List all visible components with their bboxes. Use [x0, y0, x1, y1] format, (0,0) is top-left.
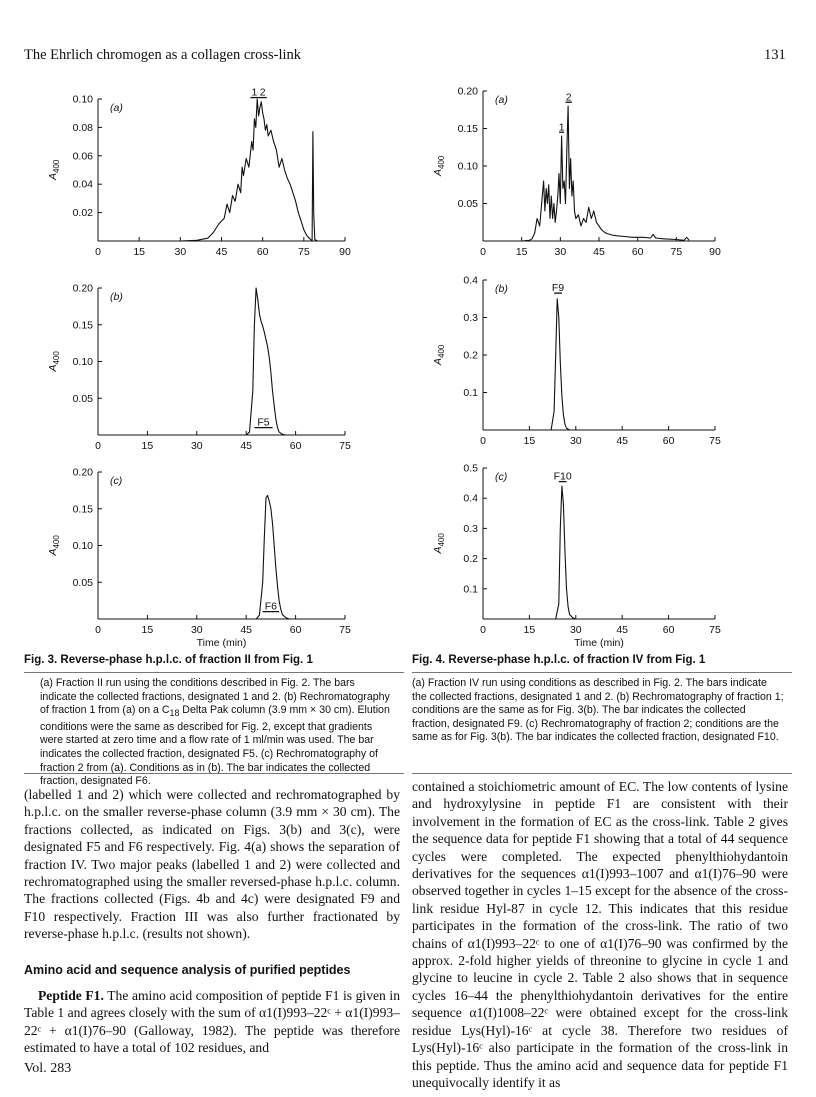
- fig3c-x-tick-label: 15: [141, 624, 154, 636]
- fig3c-chart: [40, 462, 370, 654]
- fig3c-x-label: Time (min): [196, 637, 247, 649]
- fig4c-x-tick-label: 30: [569, 624, 582, 636]
- fig3b-y-label: $A_{400}$: [47, 351, 61, 372]
- fig3c-x-tick-label: 45: [240, 624, 253, 636]
- fig3c-x-tick-label: 60: [289, 624, 302, 636]
- fig3c-x-tick-label: 75: [339, 624, 351, 636]
- fig3a-x-tick-label: 15: [133, 246, 146, 258]
- fig4a-x-tick-label: 15: [515, 246, 528, 258]
- fig4c-panel-label: (c): [495, 471, 508, 483]
- fig3a-series-line: [98, 99, 318, 241]
- fig3b-y-tick-label: 0.20: [72, 282, 93, 295]
- fig4c-y-label: $A_{400}$: [432, 533, 446, 554]
- fig4b-y-tick-label: 0.1: [463, 387, 478, 399]
- fig3-title: Fig. 3. Reverse-phase h.p.l.c. of fraction II from Fig. 1: [24, 654, 313, 666]
- fig4b-chart: [425, 270, 755, 455]
- fig4b-x-tick-label: 45: [616, 435, 629, 447]
- fig4c-x-tick-label: 45: [616, 624, 629, 636]
- fig3c-y-label: $A_{400}$: [47, 535, 61, 556]
- fig3b-x-tick-label: 75: [339, 440, 351, 452]
- fig4b-x-tick-label: 0: [480, 435, 486, 447]
- fig3a-fraction-label: 1: [251, 86, 258, 99]
- fig3a-x-tick-label: 30: [174, 246, 187, 258]
- section-heading: Amino acid and sequence analysis of purified peptides: [24, 963, 351, 977]
- fig4b-fraction-label: F9: [551, 282, 565, 295]
- fig3c-x-tick-label: 0: [95, 624, 101, 636]
- fig4b-panel-label: (b): [495, 283, 508, 295]
- fig4c-chart: [425, 458, 755, 650]
- fig4a-y-tick-label: 0.05: [457, 198, 478, 210]
- fig4a-x-tick-label: 30: [554, 246, 567, 258]
- fig3c-y-tick-label: 0.05: [72, 576, 93, 589]
- body-paragraph-right: contained a stoichiometric amount of EC. The low contents of lysine and hydroxylysine in peptide F1 are consistent with their involvement in the formation of EC as the cross-link. Table 2 gives the sequence data for peptide F1 showing that a total of 44 sequence cycles were completed. The expected phenylthiohydantoin derivatives for the sequences α1(I)993–1007 and α1(I)76–90 were observed together in cycles 1–15 except for the absence of the cross-link residue Hyl-87 in cycle 12. This indicates that this residue participates in the formation of the cross-link. The ratio of two chains of α1(I)993–22ᶜ to one of α1(I)76–90 was confirmed by the approx. 2-fold higher yields of threonine to glycine in cycle 1 and glycine to leucine in cycle 2. Table 2 also shows that in sequence cycles 16–44 the phenylthiohydantoin derivatives for the entire sequence α1(I)1008–22ᶜ were obtained except for the cross-link residue Lys(Hyl)-16ᶜ at cycle 38. Therefore two residues of Lys(Hyl)-16ᶜ also participate in the formation of the cross-link in this peptide. Thus the amino acid and sequence data for peptide F1 unequivocally identify it as: [412, 779, 788, 1090]
- fig3b-panel-label: (b): [110, 291, 123, 303]
- fig4b-y-tick-label: 0.3: [463, 312, 478, 324]
- fig4a-y-label: $A_{400}$: [432, 155, 446, 176]
- fig3a-x-tick-label: 90: [339, 246, 351, 258]
- fig4a-x-tick-label: 90: [709, 246, 721, 258]
- fig3a-x-tick-label: 60: [256, 246, 269, 258]
- fig4b-series-line: [483, 299, 715, 430]
- fig4a-x-tick-label: 45: [593, 246, 605, 258]
- fig4b-x-tick-label: 15: [523, 435, 536, 447]
- fig4a-x-tick-label: 60: [631, 246, 644, 258]
- fig3c-y-tick-label: 0.10: [72, 540, 93, 552]
- fig3a-x-tick-label: 45: [215, 246, 228, 258]
- fig4c-y-tick-label: 0.1: [463, 583, 478, 596]
- fig4c-x-tick-label: 75: [709, 624, 721, 636]
- fig4-caption-rule: [412, 672, 792, 673]
- fig3a-y-tick-label: 0.08: [72, 121, 93, 134]
- fig4c-y-tick-label: 0.3: [463, 522, 478, 535]
- fig4a-chart: [425, 85, 755, 270]
- fig4c-series-line: [483, 486, 715, 619]
- fig3a-y-label: $A_{400}$: [47, 159, 61, 180]
- fig4c-y-tick-label: 0.5: [463, 462, 478, 475]
- fig4a-y-tick-label: 0.20: [457, 85, 478, 98]
- fig4a-fraction-label: 1: [558, 121, 565, 134]
- fig4b-x-tick-label: 30: [569, 435, 582, 447]
- fig3b-series-line: [98, 288, 345, 435]
- fig3a-x-tick-label: 0: [95, 246, 101, 258]
- fig3b-x-tick-label: 30: [190, 440, 203, 452]
- fig3b-y-tick-label: 0.15: [72, 319, 93, 332]
- body-paragraph-left-1: (labelled 1 and 2) which were collected and rechromatographed by h.p.l.c. on the smaller reverse-phase column (3.9 mm × 30 cm). The fractions collected, as indicated on Figs. 3(b) and 3(c), were designated F5 and F6 respectively. Fig. 4(a) shows the separation of fraction IV. Two major peaks (labelled 1 and 2) were collected and rechromatographed using the smaller reversed-phase h.p.l.c. column. The fractions collected (Figs. 4b and 4c) were designated F9 and F10 respectively. Fraction III was also further fractionated by reverse-phase h.p.l.c. (results not shown).: [24, 787, 400, 942]
- fig3a-x-tick-label: 75: [297, 246, 310, 258]
- fig4a-y-tick-label: 0.15: [457, 123, 478, 135]
- fig4c-y-tick-label: 0.2: [463, 553, 478, 566]
- page-number: 131: [764, 47, 786, 63]
- fig3-caption-rule: [24, 672, 404, 673]
- fig3c-y-tick-label: 0.20: [72, 466, 93, 479]
- fig3a-y-tick-label: 0.04: [72, 178, 93, 191]
- fig4c-x-tick-label: 0: [480, 624, 486, 636]
- fig4b-y-label: $A_{400}$: [432, 344, 446, 365]
- fig4c-x-label: Time (min): [574, 637, 624, 649]
- fig3-bottom-rule: [24, 773, 404, 774]
- running-header: The Ehrlich chromogen as a collagen cross-link: [24, 47, 302, 63]
- fig3a-y-tick-label: 0.06: [72, 150, 93, 163]
- fig4b-y-tick-label: 0.4: [463, 274, 478, 287]
- fig3b-x-tick-label: 60: [289, 440, 302, 452]
- fig3c-series-line: [98, 496, 345, 620]
- fig3b-y-tick-label: 0.10: [72, 356, 93, 368]
- fig3b-x-tick-label: 0: [95, 440, 101, 452]
- fig4-caption: (a) Fraction IV run using conditions as described in Fig. 2. The bars indicate the collected fractions, designated 1 and 2. (b) Rechromatography of fraction 1; conditions are the same as for Fig. 3(b). The bar indicates the collected fraction, designated F9. (c) Rechromatography of fraction 2; conditions are the same as for Fig. 3(b). The bar indicates the collected fraction, designated F10.: [412, 677, 784, 744]
- fig3-caption: (a) Fraction II run using the conditions described in Fig. 2. The bars indicate the collected fractions, designated 1 and 2. (b) Rechromatography of fraction 1 from (a) on a $C_{18}$ Delta Pak column (3.9 mm × 30 cm). Elution conditions were the same as described for Fig. 2, except that gradients were started at zero time and a flow rate of 1 ml/min was used. The bar indicates the collected fraction, designated F5. (c) Rechromatography of fraction 2 from (a). Conditions as in (b). The bar indicates the collected fraction, designated F6.: [40, 677, 390, 788]
- fig3a-chart: [40, 85, 370, 270]
- runin-peptide-f1: Peptide F1.: [38, 988, 104, 1003]
- fig4a-y-tick-label: 0.10: [457, 160, 478, 173]
- fig4b-x-tick-label: 75: [709, 435, 721, 447]
- fig4c-x-tick-label: 60: [662, 624, 675, 636]
- fig3a-y-tick-label: 0.10: [72, 93, 93, 106]
- fig4b-x-tick-label: 60: [662, 435, 675, 447]
- fig4a-series-line: [522, 106, 690, 241]
- fig3b-x-tick-label: 45: [240, 440, 253, 452]
- fig3c-x-tick-label: 30: [190, 624, 203, 636]
- footer-volume: Vol. 283: [24, 1061, 72, 1076]
- fig3c-panel-label: (c): [110, 475, 123, 487]
- fig4-bottom-rule: [412, 773, 792, 774]
- fig4a-fraction-label: 2: [565, 91, 572, 104]
- body-paragraph-left-2-text: The amino acid composition of peptide F1 is given in Table 1 and agrees closely with the sum of α1(I)993–22ᶜ + α1(I)993–22ᶜ + α1(I)76–90 (Galloway, 1982). The peptide was therefore estimated to have a total of 102 residues, and: [24, 988, 400, 1056]
- fig4a-panel-label: (a): [495, 94, 508, 106]
- fig4-title: Fig. 4. Reverse-phase h.p.l.c. of fraction IV from Fig. 1: [412, 654, 706, 666]
- fig3b-y-tick-label: 0.05: [72, 392, 93, 405]
- fig4a-x-tick-label: 75: [670, 246, 683, 258]
- fig3b-x-tick-label: 15: [141, 440, 154, 452]
- fig3a-y-tick-label: 0.02: [72, 207, 93, 220]
- fig3a-panel-label: (a): [110, 102, 123, 114]
- fig3b-chart: [40, 278, 370, 458]
- body-paragraph-left-2: [24, 987, 400, 1057]
- fig3b-fraction-label: F5: [257, 416, 270, 429]
- fig3c-y-tick-label: 0.15: [72, 503, 93, 516]
- fig3a-fraction-label: 2: [259, 86, 266, 99]
- fig3c-fraction-label: F6: [264, 600, 278, 613]
- fig4c-y-tick-label: 0.4: [463, 492, 478, 505]
- fig4a-x-tick-label: 0: [480, 246, 486, 258]
- fig4b-y-tick-label: 0.2: [463, 349, 478, 362]
- fig4c-x-tick-label: 15: [523, 624, 536, 636]
- fig4c-fraction-label: F10: [553, 470, 572, 483]
